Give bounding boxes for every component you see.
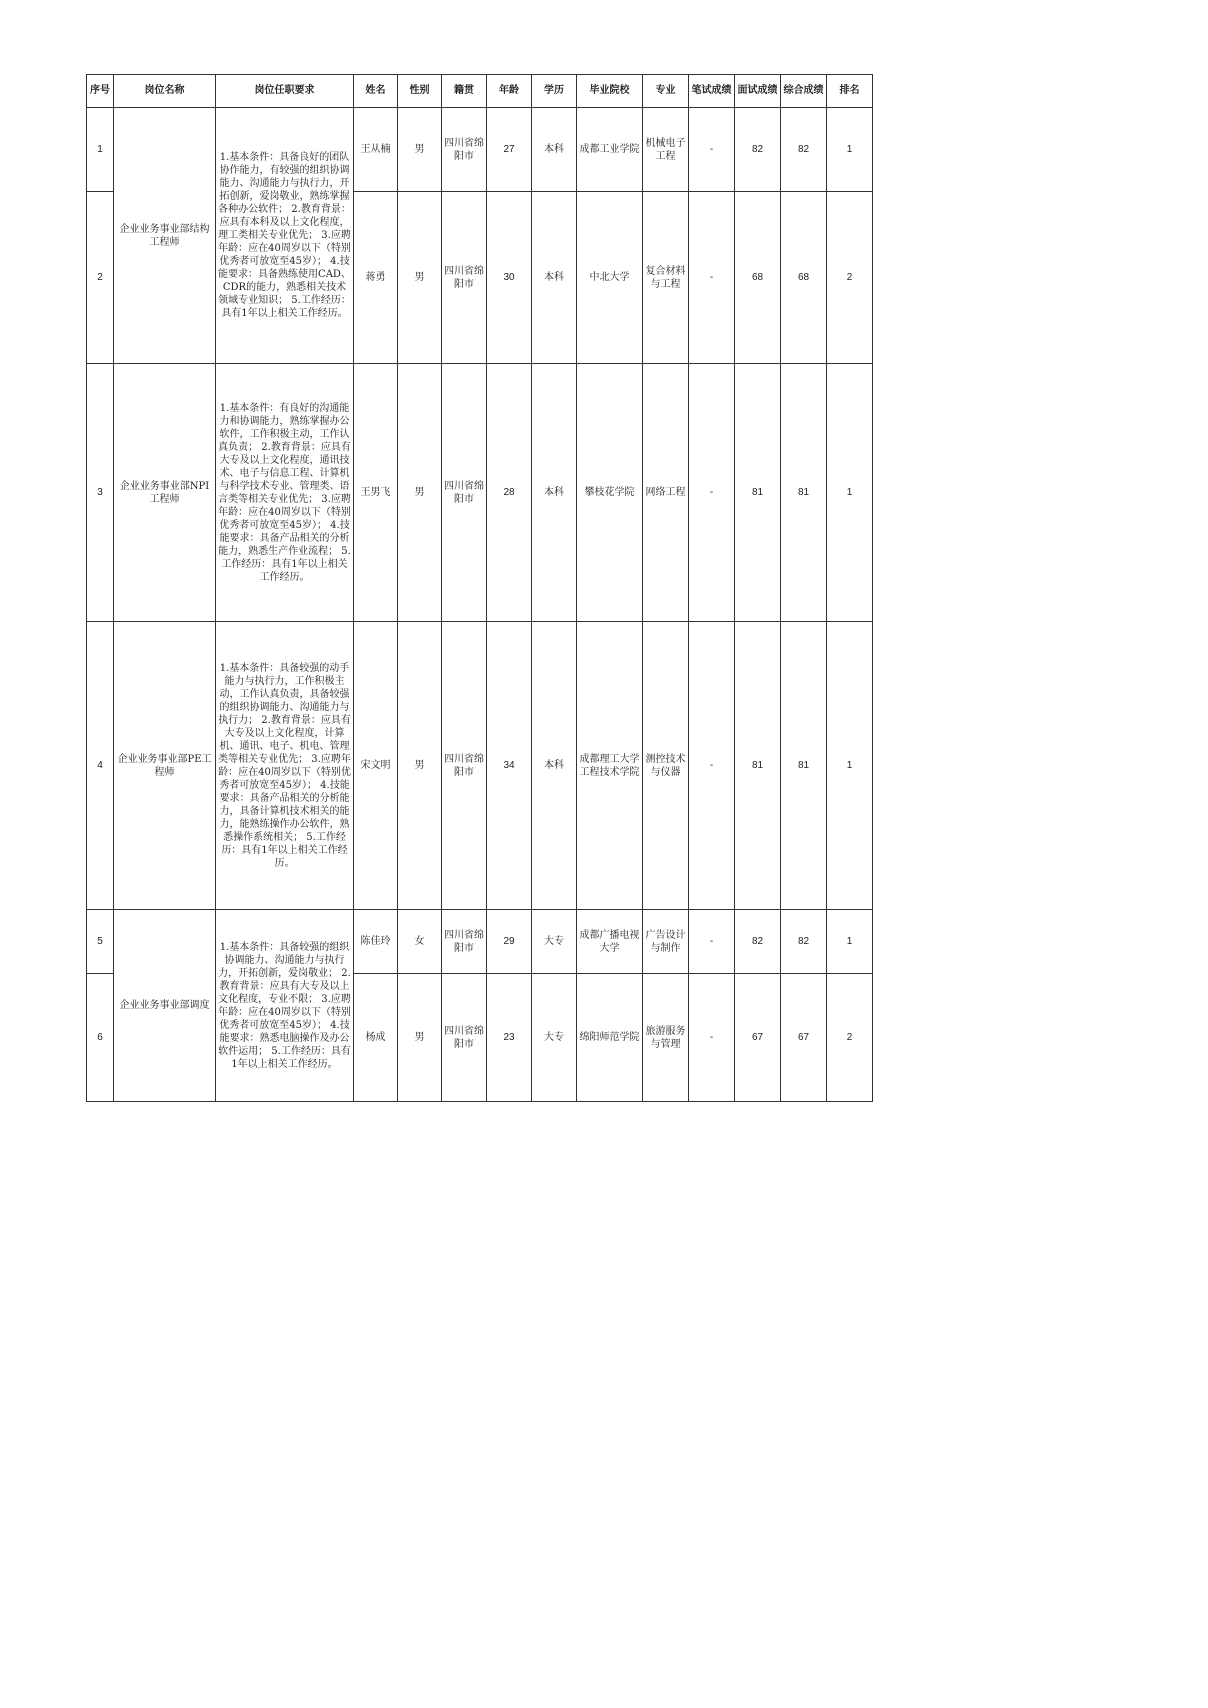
age-cell: 28: [487, 364, 532, 622]
education-cell: 本科: [532, 622, 577, 910]
school-cell: 成都工业学院: [577, 108, 643, 192]
age-cell: 34: [487, 622, 532, 910]
header-native: 籍贯: [442, 75, 487, 108]
interview-score-cell: 67: [735, 974, 781, 1102]
written-score-cell: -: [689, 108, 735, 192]
header-gender: 性别: [398, 75, 442, 108]
gender-cell: 女: [398, 910, 442, 974]
header-age: 年龄: [487, 75, 532, 108]
seq-cell: 3: [87, 364, 114, 622]
major-cell: 测控技术与仪器: [643, 622, 689, 910]
position-cell: 企业业务事业部PE工程师: [114, 622, 216, 910]
header-written-score: 笔试成绩: [689, 75, 735, 108]
total-score-cell: 82: [781, 108, 827, 192]
requirement-cell: 1.基本条件：有良好的沟通能力和协调能力，熟练掌握办公软件，工作积极主动，工作认真负责； 2.教育背景：应具有大专及以上文化程度，通讯技术、电子与信息工程、计算机与科学技术专业、管理类、语言类等相关专业优先； 3.应聘年龄：应在40周岁以下（特别优秀者可放宽至45岁）； 4.技能要求：具备产品相关的分析能力，熟悉生产作业流程； 5.工作经历：具有1年以上相关工作经历。: [216, 364, 354, 622]
position-cell: 企业业务事业部NPI工程师: [114, 364, 216, 622]
name-cell: 陈佳玲: [354, 910, 398, 974]
interview-score-cell: 81: [735, 622, 781, 910]
written-score-cell: -: [689, 910, 735, 974]
school-cell: 攀枝花学院: [577, 364, 643, 622]
interview-score-cell: 82: [735, 910, 781, 974]
gender-cell: 男: [398, 364, 442, 622]
requirement-cell: 1.基本条件：具备较强的动手能力与执行力，工作积极主动，工作认真负责，具备较强的组织协调能力、沟通能力与执行力； 2.教育背景：应具有大专及以上文化程度，计算机、通讯、电子、机电、管理类等相关专业优先； 3.应聘年龄：应在40周岁以下（特别优秀者可放宽至45岁）； 4.技能要求：具备产品相关的分析能力，具备计算机技术相关的能力，能熟练操作办公软件，熟悉操作系统相关； 5.工作经历：具有1年以上相关工作经历。: [216, 622, 354, 910]
school-cell: 成都理工大学工程技术学院: [577, 622, 643, 910]
major-cell: 机械电子工程: [643, 108, 689, 192]
header-interview-score: 面试成绩: [735, 75, 781, 108]
rank-cell: 1: [827, 910, 873, 974]
major-cell: 复合材料与工程: [643, 192, 689, 364]
name-cell: 王从楠: [354, 108, 398, 192]
major-cell: 网络工程: [643, 364, 689, 622]
header-requirement: 岗位任职要求: [216, 75, 354, 108]
rank-cell: 2: [827, 974, 873, 1102]
rank-cell: 1: [827, 364, 873, 622]
total-score-cell: 67: [781, 974, 827, 1102]
header-school: 毕业院校: [577, 75, 643, 108]
name-cell: 杨成: [354, 974, 398, 1102]
seq-cell: 6: [87, 974, 114, 1102]
age-cell: 29: [487, 910, 532, 974]
education-cell: 本科: [532, 192, 577, 364]
interview-score-cell: 81: [735, 364, 781, 622]
header-rank: 排名: [827, 75, 873, 108]
written-score-cell: -: [689, 974, 735, 1102]
rank-cell: 2: [827, 192, 873, 364]
rank-cell: 1: [827, 108, 873, 192]
name-cell: 蒋勇: [354, 192, 398, 364]
gender-cell: 男: [398, 192, 442, 364]
seq-cell: 1: [87, 108, 114, 192]
header-row: [87, 75, 873, 108]
table-row: [87, 910, 873, 974]
native-cell: 四川省绵阳市: [442, 974, 487, 1102]
native-cell: 四川省绵阳市: [442, 192, 487, 364]
requirement-cell: 1.基本条件：具备良好的团队协作能力，有较强的组织协调能力、沟通能力与执行力，开拓创新，爱岗敬业，熟练掌握各种办公软件； 2.教育背景：应具有本科及以上文化程度，理工类相关专业优先； 3.应聘年龄：应在40周岁以下（特别优秀者可放宽至45岁）； 4.技能要求：具备熟练使用CAD、CDR的能力，熟悉相关技术领域专业知识； 5.工作经历：具有1年以上相关工作经历。: [216, 108, 354, 364]
gender-cell: 男: [398, 622, 442, 910]
age-cell: 27: [487, 108, 532, 192]
total-score-cell: 68: [781, 192, 827, 364]
written-score-cell: -: [689, 364, 735, 622]
major-cell: 广告设计与制作: [643, 910, 689, 974]
total-score-cell: 81: [781, 622, 827, 910]
native-cell: 四川省绵阳市: [442, 622, 487, 910]
results-table: [86, 74, 873, 1102]
name-cell: 王男飞: [354, 364, 398, 622]
total-score-cell: 81: [781, 364, 827, 622]
written-score-cell: -: [689, 192, 735, 364]
seq-cell: 5: [87, 910, 114, 974]
table-row: [87, 108, 873, 192]
gender-cell: 男: [398, 108, 442, 192]
major-cell: 旅游服务与管理: [643, 974, 689, 1102]
gender-cell: 男: [398, 974, 442, 1102]
interview-score-cell: 68: [735, 192, 781, 364]
header-seq: 序号: [87, 75, 114, 108]
header-position: 岗位名称: [114, 75, 216, 108]
requirement-cell: 1.基本条件：具备较强的组织协调能力、沟通能力与执行力，开拓创新，爱岗敬业； 2.教育背景：应具有大专及以上文化程度，专业不限； 3.应聘年龄：应在40周岁以下（特别优秀者可放宽至45岁）； 4.技能要求：熟悉电脑操作及办公软件运用； 5.工作经历：具有1年以上相关工作经历。: [216, 910, 354, 1102]
position-cell: 企业业务事业部结构工程师: [114, 108, 216, 364]
table-row: [87, 364, 873, 622]
position-cell: 企业业务事业部调度: [114, 910, 216, 1102]
native-cell: 四川省绵阳市: [442, 108, 487, 192]
education-cell: 本科: [532, 108, 577, 192]
header-education: 学历: [532, 75, 577, 108]
table-row: [87, 622, 873, 910]
seq-cell: 4: [87, 622, 114, 910]
education-cell: 大专: [532, 910, 577, 974]
school-cell: 成都广播电视大学: [577, 910, 643, 974]
header-total-score: 综合成绩: [781, 75, 827, 108]
age-cell: 30: [487, 192, 532, 364]
education-cell: 大专: [532, 974, 577, 1102]
written-score-cell: -: [689, 622, 735, 910]
seq-cell: 2: [87, 192, 114, 364]
native-cell: 四川省绵阳市: [442, 910, 487, 974]
native-cell: 四川省绵阳市: [442, 364, 487, 622]
interview-score-cell: 82: [735, 108, 781, 192]
header-name: 姓名: [354, 75, 398, 108]
age-cell: 23: [487, 974, 532, 1102]
name-cell: 宋文明: [354, 622, 398, 910]
education-cell: 本科: [532, 364, 577, 622]
school-cell: 中北大学: [577, 192, 643, 364]
rank-cell: 1: [827, 622, 873, 910]
total-score-cell: 82: [781, 910, 827, 974]
header-major: 专业: [643, 75, 689, 108]
school-cell: 绵阳师范学院: [577, 974, 643, 1102]
